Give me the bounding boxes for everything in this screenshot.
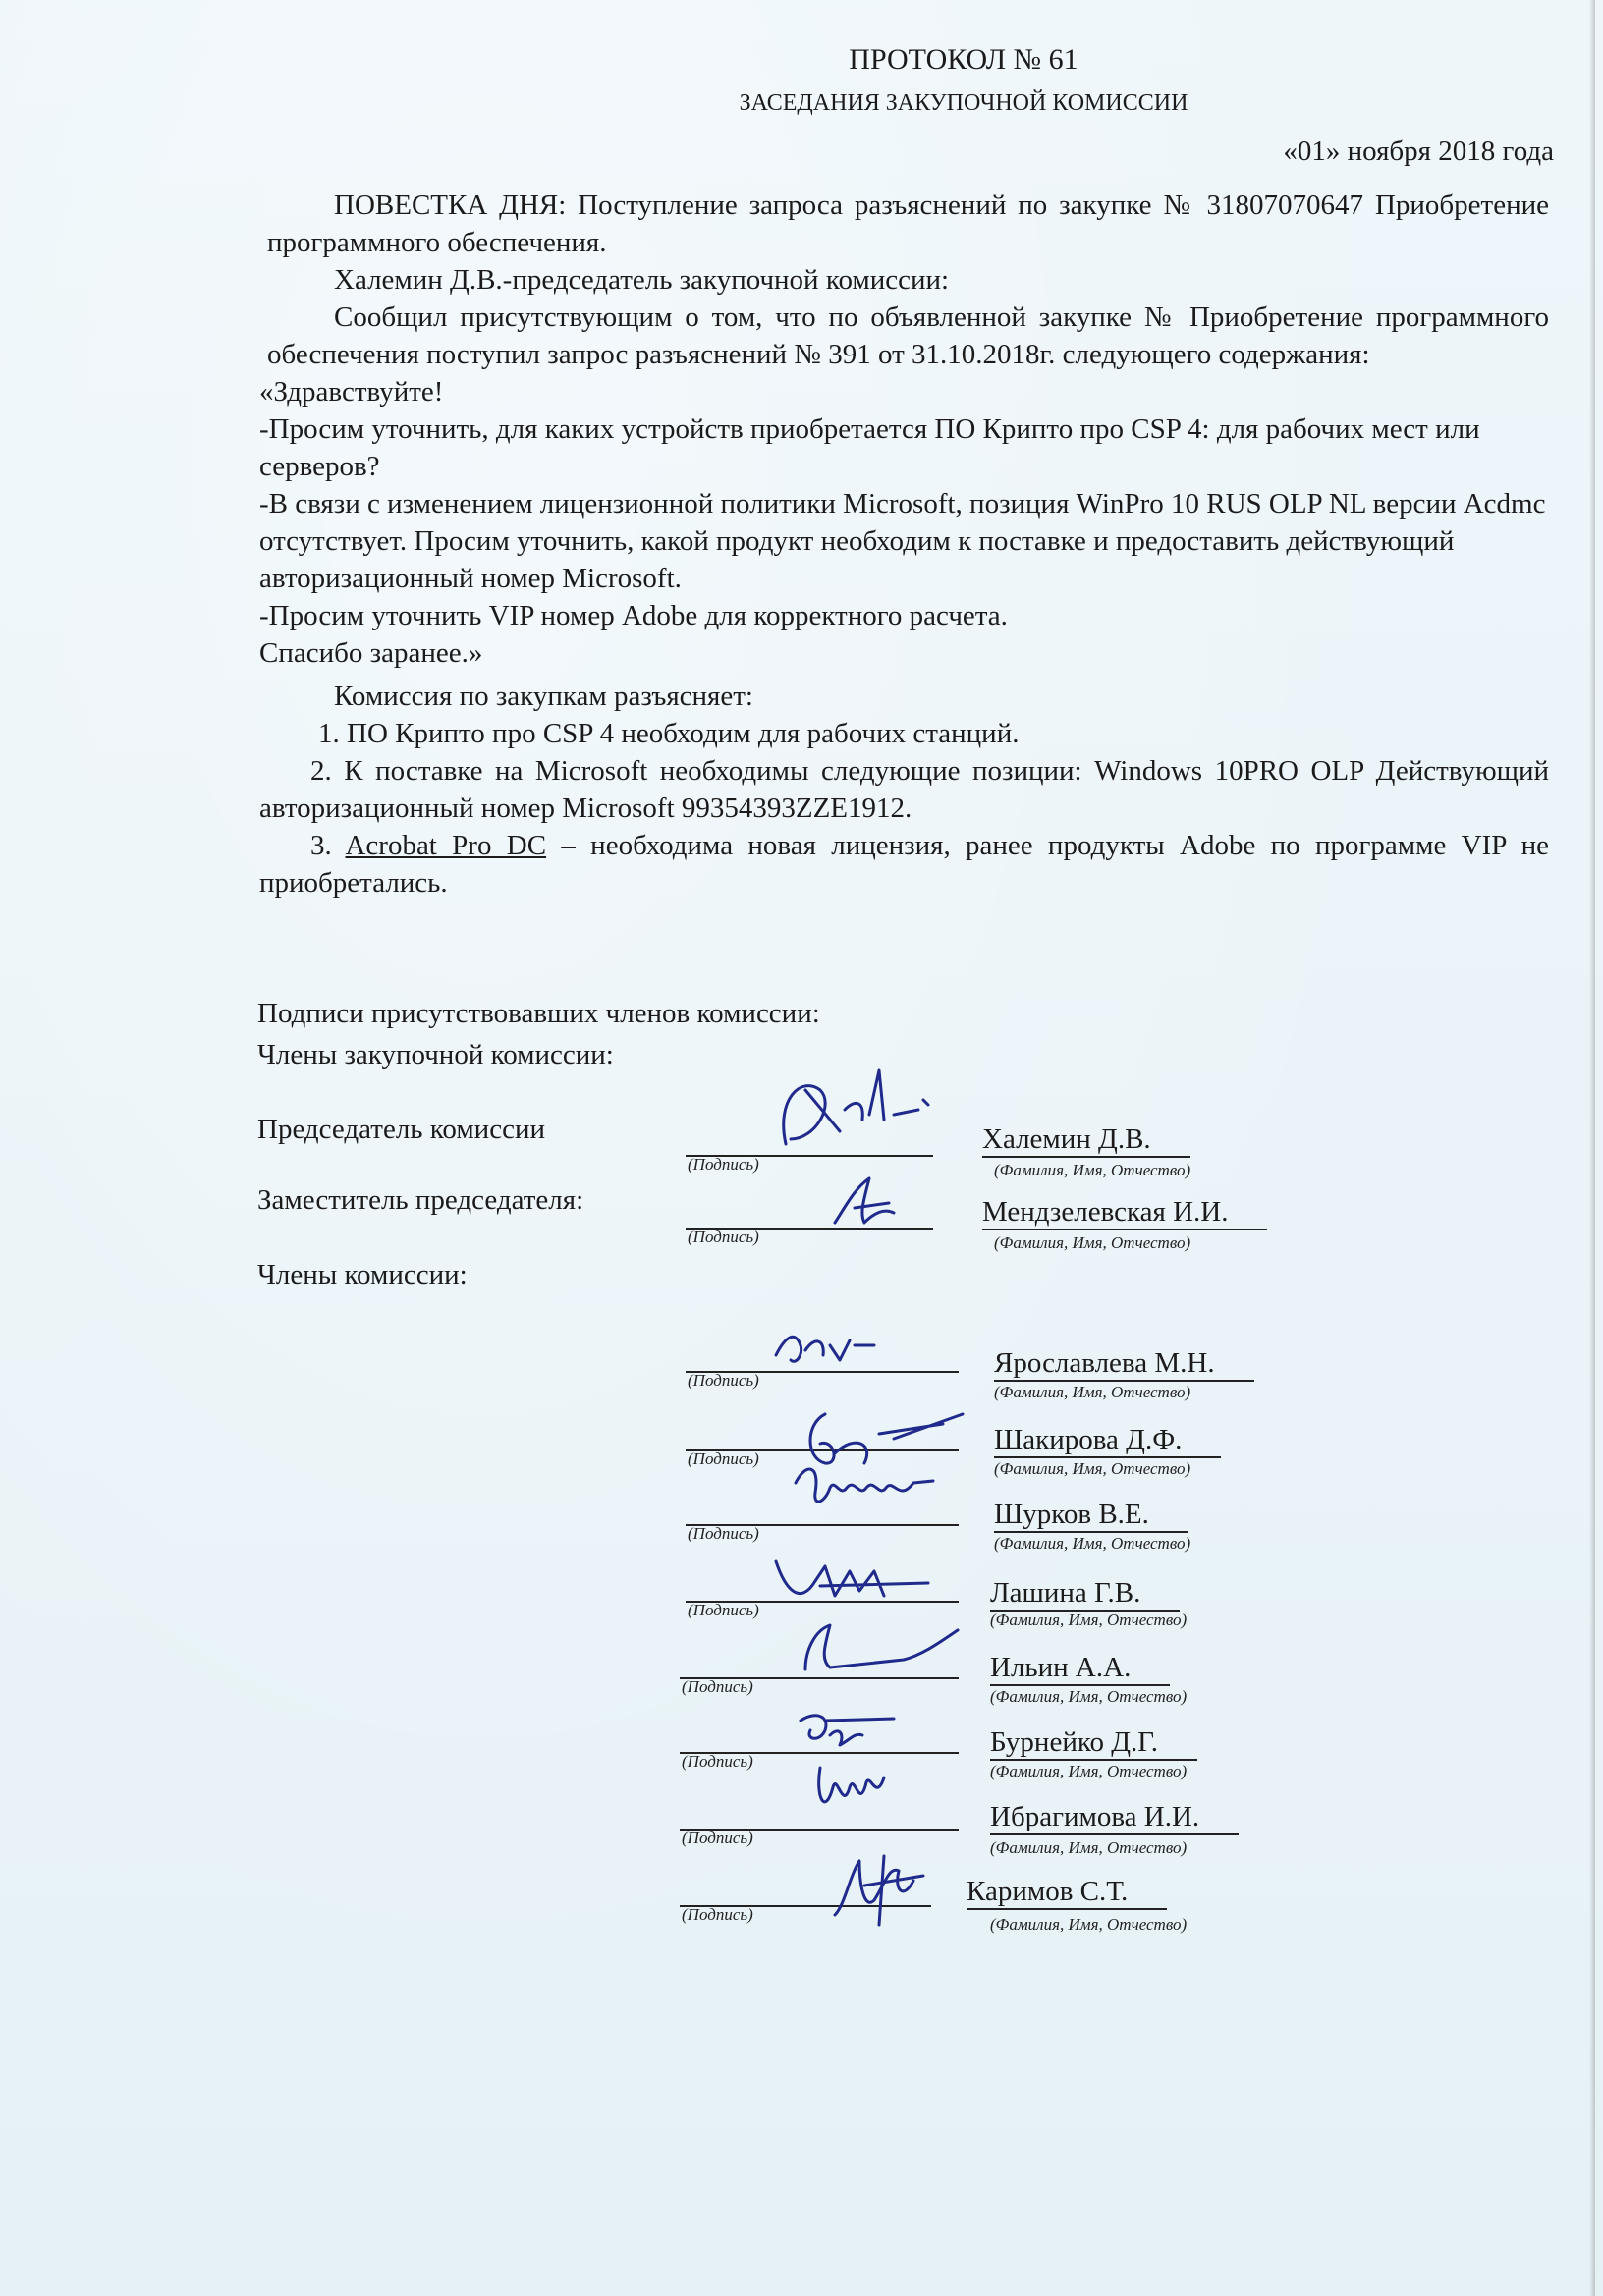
document-subtitle: ЗАСЕДАНИЯ ЗАКУПОЧНОЙ КОМИССИИ <box>739 90 1188 116</box>
member-6-signature-hint: (Подпись) <box>682 1752 753 1771</box>
chair-signature-hint: (Подпись) <box>688 1155 759 1174</box>
chairman-message: Сообщил присутствующим о том, что по объявленной закупке № Приобретение программного обеспечения поступил запрос разъяснений № 391 от 31.10.2018г. следующего содержания: <box>267 301 1549 370</box>
scan-edge-shadow <box>1589 0 1595 2296</box>
request-question-3: -Просим уточнить VIP номер Adobe для корректного расчета. <box>259 600 1008 631</box>
member-5-signature-hint: (Подпись) <box>682 1677 753 1696</box>
member-1-signature-hint: (Подпись) <box>688 1371 759 1390</box>
chair-name-hint: (Фамилия, Имя, Отчество) <box>994 1161 1191 1179</box>
member-7-name: Ибрагимова И.И. <box>990 1801 1239 1835</box>
answers-intro: Комиссия по закупкам разъясняет: <box>334 681 753 712</box>
member-8-name-hint: (Фамилия, Имя, Отчество) <box>990 1915 1188 1934</box>
chair-label: Председатель комиссии <box>257 1114 545 1145</box>
request-thanks: Спасибо заранее.» <box>259 637 483 669</box>
member-3-signature-hint: (Подпись) <box>688 1524 759 1543</box>
deputy-signature-hint: (Подпись) <box>688 1228 759 1246</box>
signatures-header: Подписи присутствовавших членов комиссии: <box>257 998 820 1029</box>
member-7-signature-hint: (Подпись) <box>682 1829 753 1847</box>
answer-3-text: – необходима новая лицензия, ранее продукты Adobe по программе VIP не приобретались. <box>259 830 1549 899</box>
deputy-label: Заместитель председателя: <box>257 1184 584 1216</box>
document-title: ПРОТОКОЛ № 61 <box>849 43 1078 76</box>
member-3-name-hint: (Фамилия, Имя, Отчество) <box>994 1534 1191 1553</box>
member-2-name: Шакирова Д.Ф. <box>994 1424 1221 1458</box>
member-7-signature <box>805 1758 904 1836</box>
member-5-signature <box>786 1611 982 1689</box>
request-question-1: -Просим уточнить, для каких устройств приобретается ПО Крипто про CSP 4: для рабочих мест или серверов? <box>259 413 1480 482</box>
agenda-line: ПОВЕСТКА ДНЯ: Поступление запроса разъяснений по закупке № 31807070647 Приобретение программного обеспечения. <box>267 190 1549 258</box>
deputy-name-hint: (Фамилия, Имя, Отчество) <box>994 1233 1191 1252</box>
member-5-name-hint: (Фамилия, Имя, Отчество) <box>990 1687 1188 1706</box>
deputy-name: Мендзелевская И.И. <box>982 1196 1267 1230</box>
member-8-signature-hint: (Подпись) <box>682 1905 753 1924</box>
member-6-name-hint: (Фамилия, Имя, Отчество) <box>990 1762 1188 1780</box>
document-body <box>259 187 1549 902</box>
answer-3-number: 3. <box>310 830 332 861</box>
member-4-signature <box>766 1542 943 1620</box>
member-8-signature <box>815 1846 953 1935</box>
document-date: «01» ноября 2018 года <box>1283 136 1554 167</box>
answer-3-product: Acrobat Pro DC <box>345 830 547 861</box>
deputy-signature <box>815 1169 913 1237</box>
answer-3 <box>259 827 1549 902</box>
answer-2: 2. К поставке на Microsoft необходимы следующие позиции: Windows 10PRO OLP Действующий авторизационный номер Microsoft 99354393ZZE1912. <box>259 755 1549 824</box>
member-4-name-hint: (Фамилия, Имя, Отчество) <box>990 1611 1188 1629</box>
chair-name: Халемин Д.В. <box>982 1123 1190 1158</box>
member-4-signature-hint: (Подпись) <box>688 1601 759 1619</box>
members-label: Члены комиссии: <box>257 1259 468 1290</box>
chair-signature <box>746 1061 943 1159</box>
member-7-name-hint: (Фамилия, Имя, Отчество) <box>990 1838 1188 1857</box>
member-6-name: Бурнейко Д.Г. <box>990 1726 1197 1761</box>
member-1-name: Ярославлева М.Н. <box>994 1347 1254 1382</box>
member-5-name: Ильин А.А. <box>990 1652 1170 1686</box>
member-2-signature-hint: (Подпись) <box>688 1449 759 1468</box>
members-header: Члены закупочной комиссии: <box>257 1039 614 1070</box>
member-3-signature <box>786 1453 963 1532</box>
member-1-signature <box>766 1316 894 1375</box>
member-8-name: Каримов С.Т. <box>967 1876 1167 1910</box>
answer-1: 1. ПО Крипто про CSP 4 необходим для рабочих станций. <box>318 718 1020 749</box>
request-question-2: -В связи с изменением лицензионной политики Microsoft, позиция WinPro 10 RUS OLP NL версии Acdmc отсутствует. Просим уточнить, какой продукт необходим к поставке и предоставить действующий авторизационный номер Microsoft. <box>259 488 1546 594</box>
member-4-name: Лашина Г.В. <box>990 1577 1180 1612</box>
chairman-intro: Халемин Д.В.-председатель закупочной комиссии: <box>334 264 950 296</box>
request-greeting: «Здравствуйте! <box>259 376 444 408</box>
member-2-name-hint: (Фамилия, Имя, Отчество) <box>994 1459 1191 1478</box>
member-3-name: Шурков В.Е. <box>994 1499 1188 1533</box>
member-1-name-hint: (Фамилия, Имя, Отчество) <box>994 1383 1191 1401</box>
